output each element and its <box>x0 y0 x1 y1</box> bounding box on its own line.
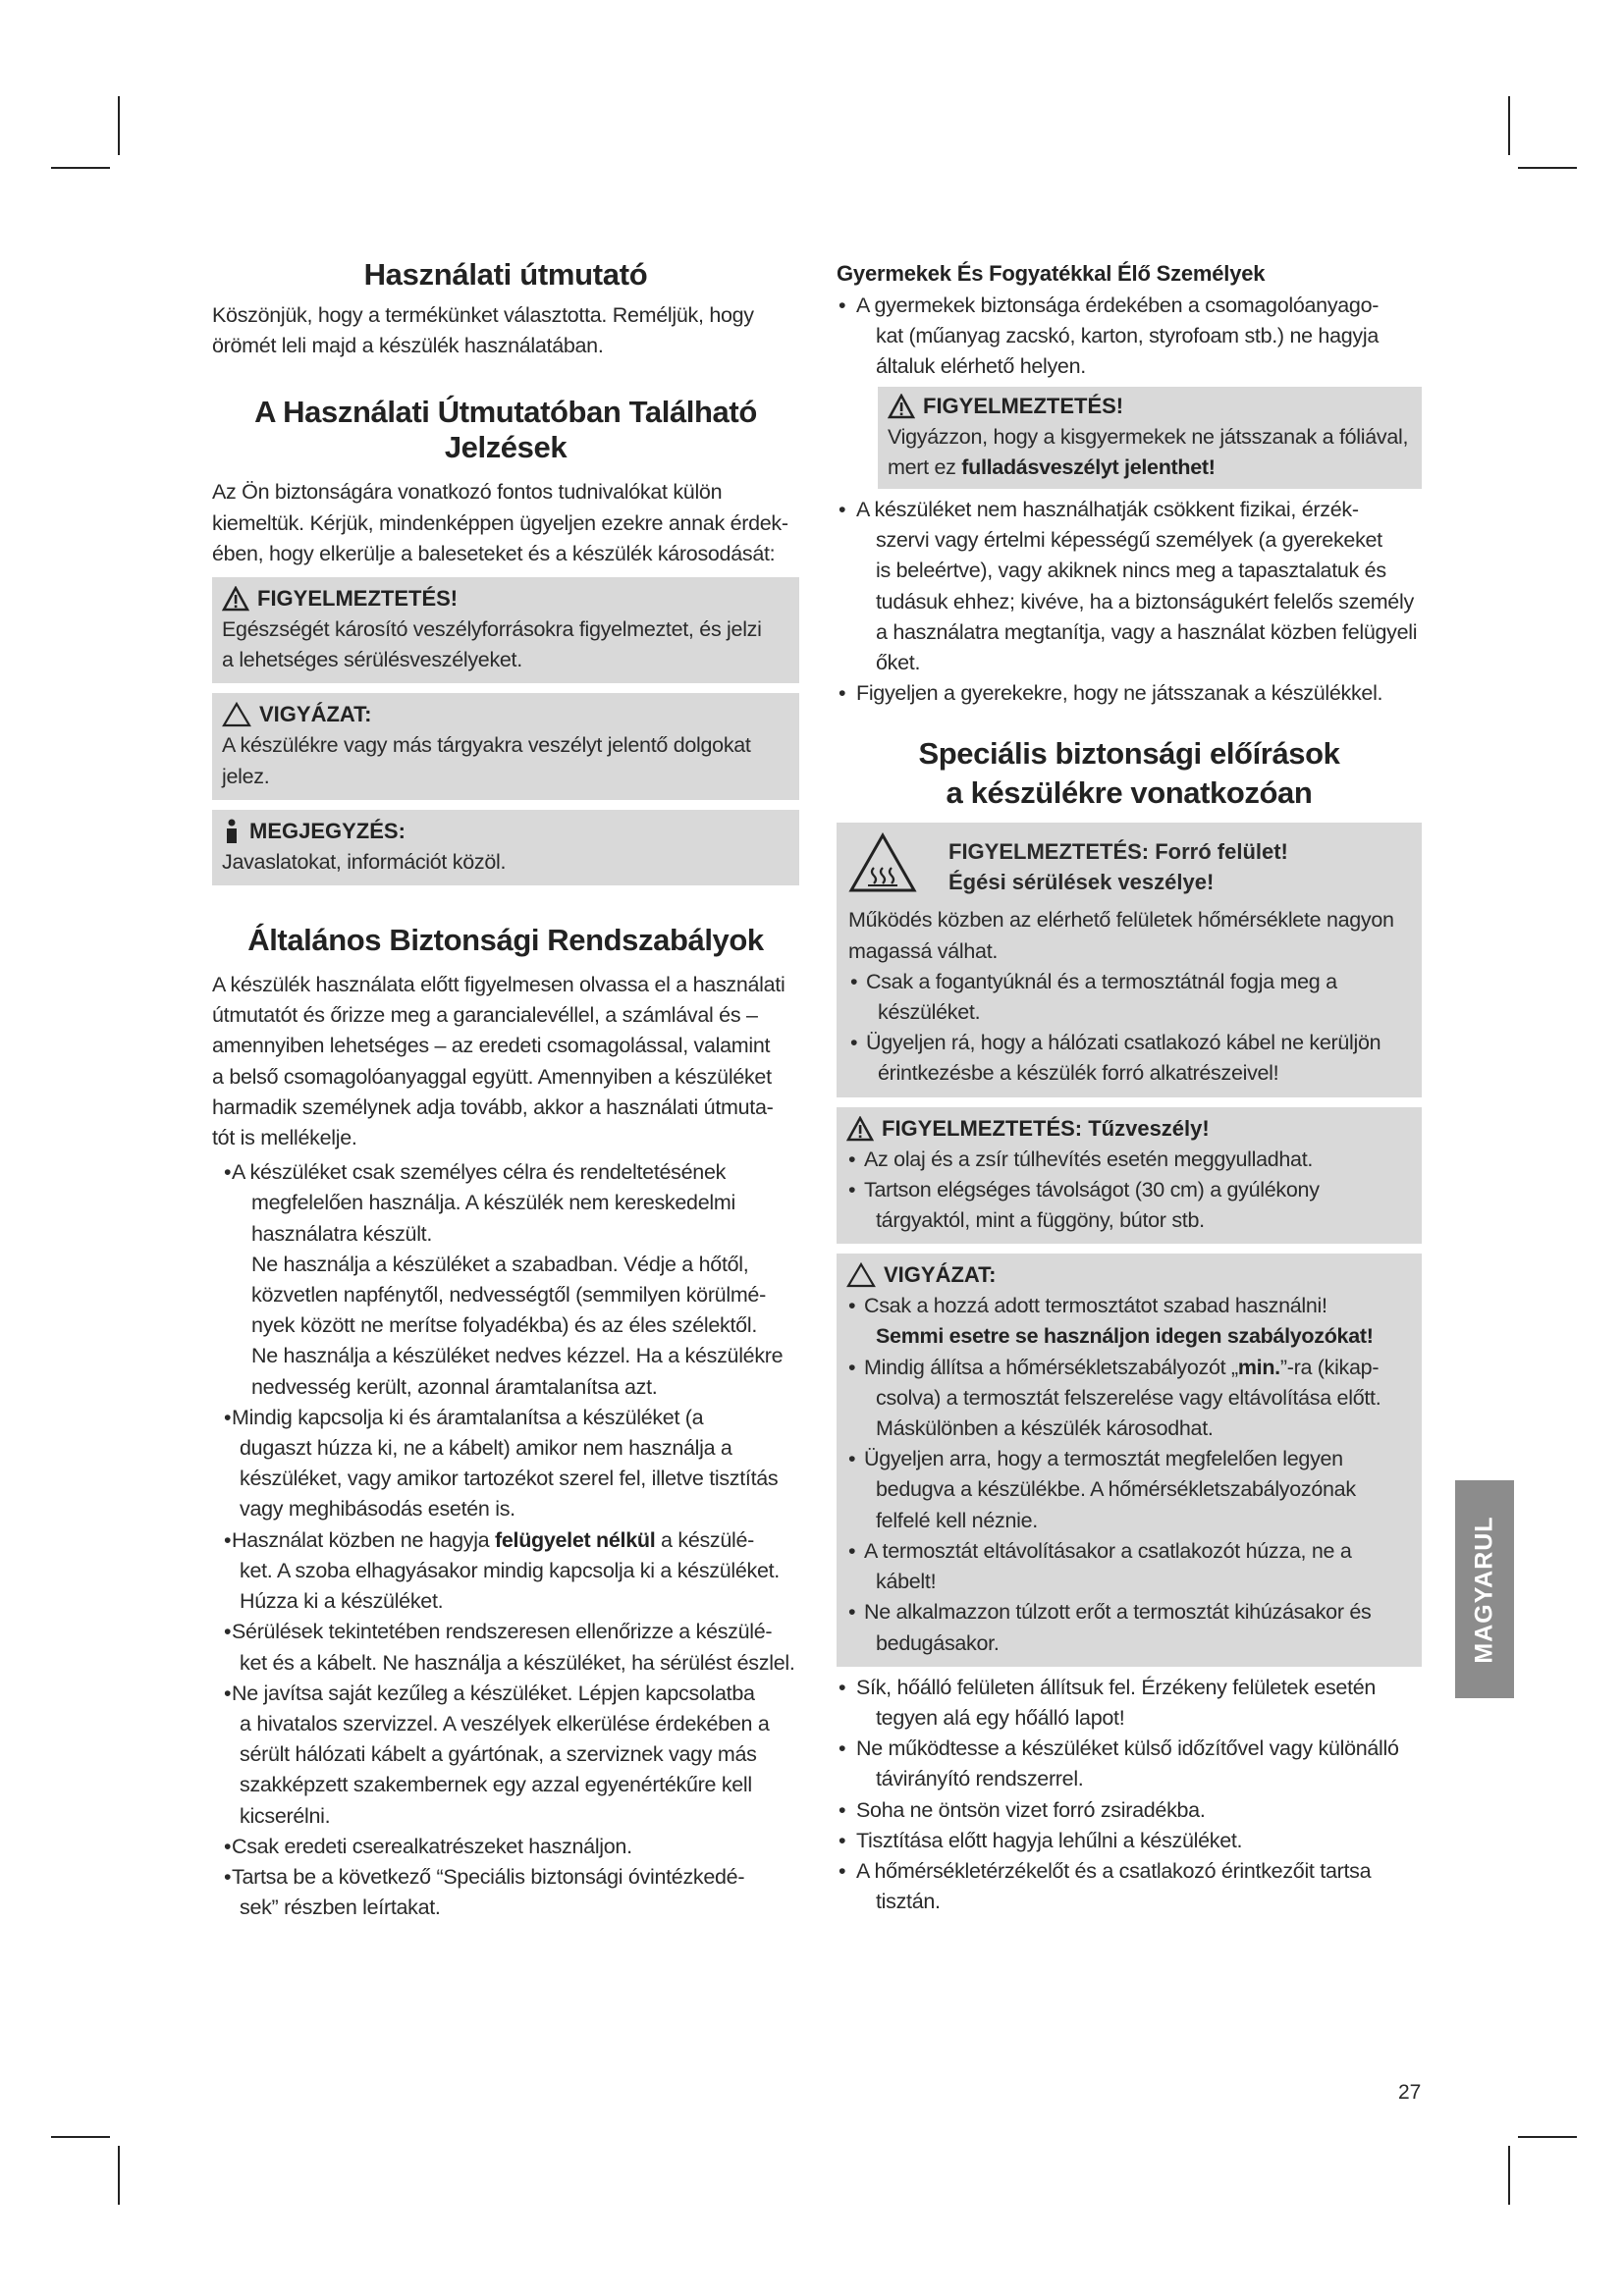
list-item <box>846 1597 1412 1658</box>
list-item <box>212 1403 799 1525</box>
list-item <box>837 291 1422 383</box>
text-line: megfelelően használja. A készülék nem kereskedelmi <box>251 1191 735 1215</box>
text-line: • Figyeljen a gyerekekre, hogy ne játsszanak a készülékkel. <box>856 681 1383 706</box>
fire-warning-box <box>837 1107 1422 1245</box>
text-line: • Soha ne öntsön vizet forró zsiradékba. <box>856 1797 1206 1822</box>
text-part: Használat közben ne hagyja <box>232 1527 495 1552</box>
intro-text <box>212 300 799 361</box>
text-line: kicserélni. <box>240 1803 331 1828</box>
hot-head <box>848 830 1412 897</box>
children-list-a <box>837 291 1422 383</box>
text-line: jelez. <box>222 764 270 788</box>
text-line: sek” részben leírtakat. <box>240 1896 441 1920</box>
text-part: mert ez <box>888 454 962 479</box>
caution-label: VIGYÁZAT: <box>259 702 372 727</box>
text-line: Máskülönben a készülék károsodhat. <box>876 1416 1214 1441</box>
text-line: használatra készült. <box>251 1221 433 1246</box>
text-line: a használatra megtanítja, vagy a használat közben felügyeli <box>876 619 1418 644</box>
text-part: a készülé- <box>655 1527 755 1552</box>
list-item <box>837 1734 1422 1794</box>
list-item <box>848 1028 1412 1089</box>
warning-triangle-icon <box>888 394 915 419</box>
crop-mark <box>1518 167 1577 169</box>
text-line: általuk elérhető helyen. <box>876 354 1086 379</box>
note-label: MEGJEGYZÉS: <box>249 818 406 843</box>
text-line: kiemeltük. Kérjük, mindenképpen ügyeljen ezekre annak érdek- <box>212 510 788 535</box>
text-line: A készülékre vagy más tárgyakra veszélyt jelentő dolgokat <box>222 733 751 758</box>
language-tab-label: MAGYARUL <box>1470 1515 1498 1664</box>
text-line: felfelé kell néznie. <box>876 1508 1038 1532</box>
children-heading: Gyermekek És Fogyatékkal Élő Személyek <box>837 261 1266 286</box>
text-line: Vigyázzon, hogy a kisgyermekek ne játsszanak a fóliával, <box>888 424 1409 449</box>
text-line: • A termosztát eltávolításakor a csatlakozót húzza, ne a <box>864 1538 1352 1563</box>
caution-box <box>212 693 799 799</box>
list-item <box>212 1525 799 1618</box>
text-line: Köszönjük, hogy a termékünket választotta. Reméljük, hogy <box>212 303 754 327</box>
info-icon <box>222 818 242 845</box>
text-line: A készülék használata előtt figyelmesen olvassa el a használati <box>212 973 785 997</box>
hot-surface-box <box>837 823 1422 1096</box>
emphasis: fulladásveszélyt jelenthet! <box>961 454 1216 479</box>
text-part: Mindig állítsa a hőmérsékletszabályozót „ <box>864 1355 1238 1379</box>
text-line: • A gyermekek biztonsága érdekében a csomagolóanyago- <box>856 294 1380 317</box>
text-line: bedugásakor. <box>876 1630 1000 1655</box>
general-intro <box>212 970 799 1153</box>
text-line: • Mindig kapcsolja ki és áramtalanítsa a készüléket (a <box>232 1405 704 1429</box>
text-line: • Csak a hozzá adott termosztátot szabad használni! <box>864 1294 1327 1318</box>
hot-label: Égési sérülések veszélye! <box>948 870 1215 895</box>
text-line: amennyiben lehetséges – az eredeti csomagolással, valamint <box>212 1034 771 1058</box>
caution-list <box>846 1291 1412 1658</box>
fire-label: FIGYELMEZTETÉS: Tűzveszély! <box>882 1115 1210 1141</box>
list-item <box>212 1617 799 1678</box>
children-warning-box <box>878 387 1422 489</box>
list-item <box>846 1353 1412 1445</box>
text-line: nyek között ne merítse folyadékba) és az éles szélektől. <box>251 1313 757 1338</box>
general-safety-heading: Általános Biztonsági Rendszabályok <box>247 923 764 958</box>
text-line: Húzza ki a készüléket. <box>240 1589 444 1614</box>
text-line: Az Ön biztonságára vonatkozó fontos tudnivalókat külön <box>212 480 723 505</box>
text-line: a hivatalos szervizzel. A veszélyek elkerülése érdekében a <box>240 1711 770 1735</box>
text-line: szakképzett szakembernek egy azzal egyenértékűre kell <box>240 1773 752 1797</box>
text-line: • Csak a fogantyúknál és a termosztátnál fogja meg a <box>866 969 1337 993</box>
text-line: • A hőmérsékletérzékelőt és a csatlakozó érintkezőit tartsa <box>856 1858 1372 1883</box>
text-line: • Ügyeljen rá, hogy a hálózati csatlakozó kábel ne kerüljön <box>866 1031 1381 1055</box>
note-head <box>222 816 789 847</box>
list-item <box>212 1679 799 1832</box>
text-line: kábelt! <box>876 1570 937 1594</box>
emphasis: Semmi esetre se használjon idegen szabályozókat! <box>876 1324 1374 1349</box>
emphasis: min. <box>1237 1355 1280 1379</box>
list-item <box>846 1145 1412 1175</box>
text-line <box>864 1353 1412 1383</box>
crop-mark <box>1518 2136 1577 2138</box>
crop-mark <box>1508 96 1510 155</box>
list-item <box>837 678 1422 709</box>
text-line: • A készüléket csak személyes célra és rendeltetésének <box>232 1160 727 1185</box>
list-item <box>212 1157 799 1403</box>
text-line: tudásuk ehhez; kivéve, ha a biztonságukért felelős személy <box>876 589 1414 614</box>
warning-head <box>846 1113 1412 1145</box>
list-item <box>837 1673 1422 1734</box>
crop-mark <box>51 2136 110 2138</box>
caution-triangle-icon <box>846 1262 876 1288</box>
special-heading-line1: Speciális biztonsági előírások <box>918 736 1340 772</box>
text-line: • Ne alkalmazzon túlzott erőt a termosztát kihúzásakor és <box>864 1600 1372 1625</box>
left-column <box>212 257 799 1923</box>
text-line: a lehetséges sérülésveszélyeket. <box>222 648 522 672</box>
list-item <box>837 1856 1422 1917</box>
text-line: • Tartsa be a következő “Speciális biztonsági óvintézkedé- <box>232 1864 745 1889</box>
text-line: • Ne javítsa saját kezűleg a készüléket. Lépjen kapcsolatba <box>232 1681 755 1705</box>
text-line: útmutatót és őrizze meg a garancialevéllel, a számlával és – <box>212 1003 758 1028</box>
text-line: dugaszt húzza ki, ne a kábelt) amikor nem használja a <box>240 1436 732 1461</box>
special-heading-line2: a készülékre vonatkozóan <box>946 775 1313 811</box>
crop-mark <box>51 167 110 169</box>
emphasis: felügyelet nélkül <box>495 1527 656 1552</box>
text-line: • Tartson elégséges távolságot (30 cm) a gyúlékony <box>864 1177 1320 1201</box>
list-item <box>848 967 1412 1028</box>
text-line: tegyen alá egy hőálló lapot! <box>876 1705 1125 1730</box>
text-line: készüléket, vagy amikor tartozékot szerel fel, illetve tisztítás <box>240 1467 779 1491</box>
text-line <box>888 453 1414 483</box>
text-line: is beleértve), vagy akiknek nincs meg a tapasztalatuk és <box>876 559 1386 583</box>
text-line: örömét leli majd a készülék használatában. <box>212 334 604 358</box>
text-line: Javaslatokat, információt közöl. <box>222 849 507 874</box>
text-line: tisztán. <box>876 1890 941 1914</box>
warning-label: FIGYELMEZTETÉS! <box>257 586 459 612</box>
page-number: 27 <box>1398 2081 1422 2104</box>
text-line <box>232 1525 799 1556</box>
signs-intro <box>212 477 799 569</box>
right-column <box>837 261 1422 1917</box>
text-line: közvetlen napfénytől, nedvességtől (semmilyen körülmé- <box>251 1283 766 1308</box>
warning-box <box>212 577 799 683</box>
text-part: ”-ra (kikap- <box>1279 1355 1380 1379</box>
language-tab <box>1455 1480 1514 1698</box>
text-line: • A készüléket nem használhatják csökkent fizikai, érzék- <box>856 498 1359 522</box>
text-line: magassá válhat. <box>848 938 999 963</box>
list-item <box>846 1291 1412 1352</box>
crop-mark <box>118 96 120 155</box>
text-line: • Csak eredeti cserealkatrészeket használjon. <box>232 1834 632 1858</box>
caution-head <box>222 699 789 730</box>
list-item <box>212 1832 799 1862</box>
text-line: bedugva a készülékbe. A hőmérsékletszabályozónak <box>876 1477 1356 1502</box>
general-safety-list <box>212 1157 799 1923</box>
text-line: őket. <box>876 651 921 675</box>
warning-triangle-icon <box>222 586 249 612</box>
list-item <box>212 1862 799 1923</box>
hot-surface-icon <box>848 832 917 893</box>
children-list-b <box>837 495 1422 709</box>
text-line: szervi vagy értelmi képességű személyek (a gyerekeket <box>876 528 1382 553</box>
text-line: nedvesség került, azonnal áramtalanítsa azt. <box>251 1374 658 1399</box>
crop-mark <box>1508 2146 1510 2205</box>
text-line: ében, hogy elkerülje a baleseteket és a készülék károsodását: <box>212 541 776 565</box>
text-line: • Sérülések tekintetében rendszeresen ellenőrizze a készülé- <box>232 1620 773 1644</box>
text-line: • Tisztítása előtt hagyja lehűlni a készüléket. <box>856 1828 1243 1852</box>
text-line: csolva) a termosztát felszerelése vagy eltávolítása előtt. <box>876 1385 1381 1410</box>
list-item <box>846 1175 1412 1236</box>
page-title: Használati útmutató <box>363 257 648 292</box>
text-line: ket. A szoba elhagyásakor mindig kapcsolja ki a készüléket. <box>240 1558 780 1582</box>
fire-list <box>846 1145 1412 1237</box>
caution-triangle-icon <box>222 702 251 727</box>
crop-mark <box>118 2146 120 2205</box>
hot-label: FIGYELMEZTETÉS: Forró felület! <box>948 839 1288 865</box>
text-line: • Ne működtesse a készüléket külső időzítővel vagy különálló <box>856 1736 1399 1761</box>
text-line: Működés közben az elérhető felületek hőmérséklete nagyon <box>848 908 1394 933</box>
caution-head <box>846 1259 1412 1291</box>
text-line: vagy meghibásodás esetén is. <box>240 1497 515 1522</box>
text-line: tárgyaktól, mint a függöny, bútor stb. <box>876 1208 1205 1233</box>
text-line: • Sík, hőálló felületen állítsuk fel. Érzékeny felületek esetén <box>856 1675 1377 1699</box>
caution-box-right <box>837 1254 1422 1666</box>
warning-head <box>222 583 789 614</box>
text-line: kat (műanyag zacskó, karton, styrofoam stb.) ne hagyja <box>876 324 1379 348</box>
text-line: tót is mellékelje. <box>212 1126 357 1150</box>
text-line: távirányító rendszerrel. <box>876 1767 1084 1791</box>
text-line: • Az olaj és a zsír túlhevítés esetén meggyulladhat. <box>864 1147 1314 1171</box>
text-line: érintkezésbe a készülék forró alkatrészeivel! <box>878 1061 1279 1086</box>
list-item <box>837 1795 1422 1826</box>
warning-triangle-icon <box>846 1116 874 1142</box>
list-item <box>846 1444 1412 1536</box>
text-line: harmadik személynek adja tovább, akkor a használati útmuta- <box>212 1095 774 1119</box>
warning-label: FIGYELMEZTETÉS! <box>923 393 1124 418</box>
text-line: Ne használja a készüléket nedves kézzel. Ha a készülékre <box>251 1344 784 1368</box>
list-item <box>837 495 1422 678</box>
warning-head <box>888 391 1414 422</box>
device-list <box>837 1673 1422 1918</box>
text-line: Egészségét károsító veszélyforrásokra figyelmeztet, és jelzi <box>222 617 762 642</box>
text-line: sérült hálózati kábelt a gyártónak, a szerviznek vagy más <box>240 1742 757 1767</box>
text-line: a belső csomagolóanyaggal együtt. Amennyiben a készüléket <box>212 1064 772 1089</box>
text-line: készüléket. <box>878 1000 981 1025</box>
text-line: ket és a kábelt. Ne használja a készüléket, ha sérülést észlel. <box>240 1650 795 1675</box>
caution-label: VIGYÁZAT: <box>884 1262 997 1288</box>
list-item <box>846 1536 1412 1597</box>
note-box <box>212 810 799 885</box>
hot-list <box>848 967 1412 1090</box>
text-line: • Ügyeljen arra, hogy a termosztát megfelelően legyen <box>864 1447 1343 1471</box>
list-item <box>837 1826 1422 1856</box>
signs-heading: A Használati Útmutatóban Található Jelzések <box>254 395 757 465</box>
text-line: Ne használja a készüléket a szabadban. Védje a hőtől, <box>251 1252 749 1276</box>
